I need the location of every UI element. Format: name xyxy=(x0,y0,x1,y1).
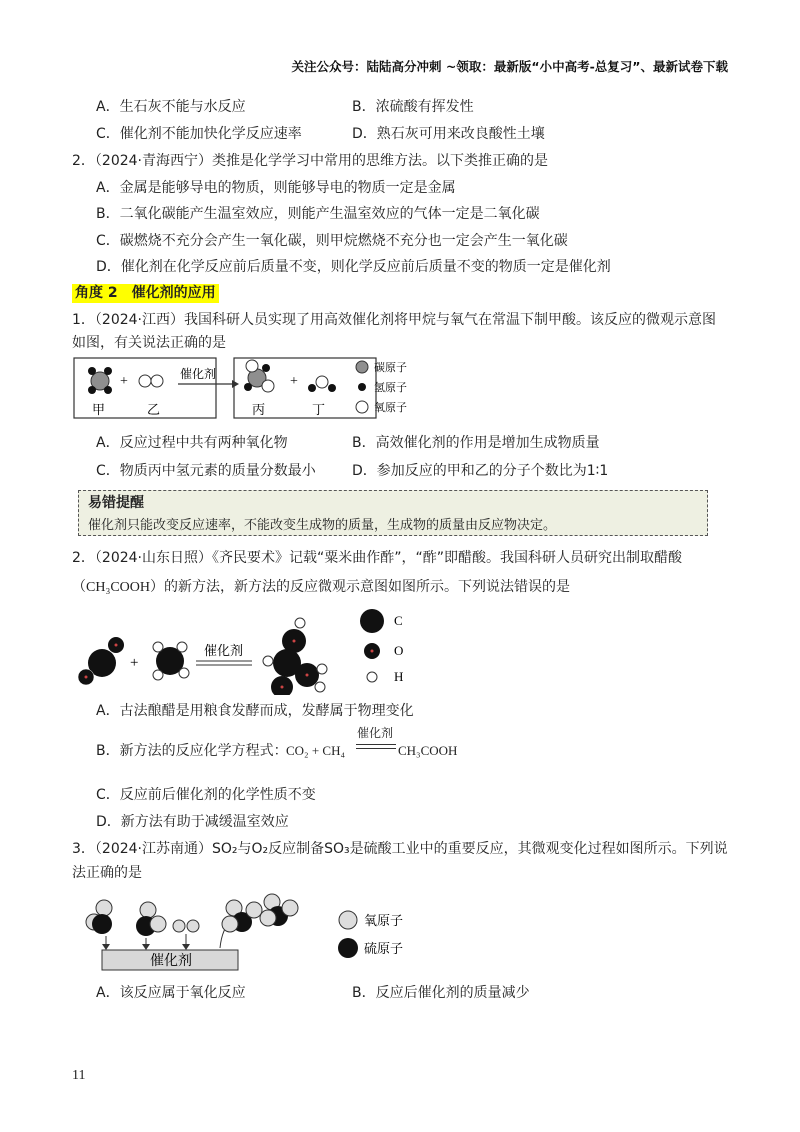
oxygen-molecule xyxy=(139,375,163,387)
label-jia: 甲 xyxy=(92,402,106,417)
methane-molecule xyxy=(88,367,112,394)
legend-sulfur-atom-icon xyxy=(338,938,358,958)
q2-formula: CH₃COOH xyxy=(86,580,150,595)
legend-carbon-icon xyxy=(356,361,368,373)
q1-stem-line1: 1．（2024·江西）我国科研人员实现了用高效催化剂将甲烷与氧气在常温下制甲酸。该反应的微观示意图 xyxy=(72,312,716,328)
top-option-b: B．浓硫酸有挥发性 xyxy=(352,99,474,115)
q3-option-a: A．该反应属于氧化反应 xyxy=(96,985,246,1001)
q2-stem-line1: 2．（2024·山东日照）《齐民要术》记载“粟米曲作酢”，“酢”即醋酸。我国科研人员研究出制取醋酸 xyxy=(72,550,682,566)
q1-option-c: C．物质丙中氢元素的质量分数最小 xyxy=(96,463,316,479)
tip-title: 易错提醒 xyxy=(88,495,144,511)
legend-h-icon xyxy=(367,672,377,682)
q2-analogy-option-c: C．碳燃烧不充分会产生一氧化碳，则甲烷燃烧不充分也一定会产生一氧化碳 xyxy=(96,233,568,249)
legend-o: O xyxy=(394,643,404,658)
q2-eq-catalyst: 催化剂 xyxy=(357,726,394,740)
label-bing: 丙 xyxy=(252,402,266,417)
q2-eq-equals xyxy=(356,744,396,749)
legend-carbon: 碳原子 xyxy=(374,362,407,374)
legend-h: H xyxy=(394,669,404,684)
legend-hydrogen: 氢原子 xyxy=(374,382,407,394)
so3-molecule-2 xyxy=(260,894,298,926)
q2-analogy-option-d: D．催化剂在化学反应前后质量不变，则化学反应前后质量不变的物质一定是催化剂 xyxy=(96,259,611,275)
q1-catalyst-label: 催化剂 xyxy=(180,367,217,381)
q3-catalyst-label: 催化剂 xyxy=(150,954,192,969)
product-bing-molecule xyxy=(244,360,274,392)
label-ding: 丁 xyxy=(312,402,326,417)
legend-c-icon xyxy=(360,609,384,633)
label-yi: 乙 xyxy=(147,402,161,417)
q3-stem-line1: 3．（2024·江苏南通）SO₂与O₂反应制备SO₃是硫酸工业中的重要反应，其微观变化过程如图所示。下列说 xyxy=(72,841,728,857)
legend-oxygen-atom: 氧原子 xyxy=(364,913,404,928)
q2-plus-sign: + xyxy=(130,655,139,671)
q2-analogy-stem: 2．（2024·青海西宁）类推是化学学习中常用的思维方法。以下类推正确的是 xyxy=(72,153,548,169)
top-option-d: D．熟石灰可用来改良酸性土壤 xyxy=(352,126,545,142)
co2-molecule xyxy=(78,637,124,685)
page-number: 11 xyxy=(72,1068,86,1083)
o2-molecule xyxy=(173,920,199,932)
q2-option-a: A．古法酿醋是用粮食发酵而成，发酵属于物理变化 xyxy=(96,703,414,719)
q2-eq-right: CH₃COOH xyxy=(398,743,458,758)
q2-stem-line2 xyxy=(72,578,570,597)
legend-hydrogen-icon xyxy=(358,383,366,391)
legend-oxygen-icon xyxy=(356,401,368,413)
q2-option-c: C．反应前后催化剂的化学性质不变 xyxy=(96,787,316,803)
q2-option-d: D．新方法有助于减缓温室效应 xyxy=(96,814,289,830)
section-title: 角度 2 催化剂的应用 xyxy=(72,284,219,303)
q2-paren-open: （ xyxy=(72,579,86,595)
top-option-c: C．催化剂不能加快化学反应速率 xyxy=(96,126,302,142)
q2-eq-left: CO₂ + CH₄ xyxy=(286,743,346,758)
q1-plus-sign-2: + xyxy=(290,374,298,389)
so2-molecule-1 xyxy=(86,900,112,934)
q2-analogy-option-a: A．金属是能够导电的物质，则能够导电的物质一定是金属 xyxy=(96,180,456,196)
legend-oxygen: 氧原子 xyxy=(374,402,407,414)
q2-option-b-prefix: B．新方法的反应化学方程式： xyxy=(96,743,288,759)
q1-plus-sign: + xyxy=(120,374,128,389)
q1-option-d: D．参加反应的甲和乙的分子个数比为1∶1 xyxy=(352,463,609,479)
q2-analogy-option-b: B．二氧化碳能产生温室效应，则能产生温室效应的气体一定是二氧化碳 xyxy=(96,206,540,222)
q1-reaction-diagram xyxy=(72,354,432,424)
q1-option-b: B．高效催化剂的作用是增加生成物质量 xyxy=(352,435,600,451)
acetic-acid-molecule xyxy=(263,618,327,695)
q3-option-b: B．反应后催化剂的质量减少 xyxy=(352,985,530,1001)
legend-sulfur-atom: 硫原子 xyxy=(364,941,404,956)
q1-stem-line2: 如图，有关说法正确的是 xyxy=(72,335,226,351)
q2-reaction-diagram xyxy=(72,603,432,695)
q1-option-a: A．反应过程中共有两种氧化物 xyxy=(96,435,288,451)
ch4-molecule xyxy=(153,642,189,680)
legend-c: C xyxy=(394,613,403,628)
q3-stem-line2: 法正确的是 xyxy=(72,865,142,881)
top-option-a: A．生石灰不能与水反应 xyxy=(96,99,246,115)
q2-stem-rest: ）的新方法，新方法的反应微观示意图如图所示。下列说法错误的是 xyxy=(150,579,570,595)
q2-catalyst-label: 催化剂 xyxy=(204,643,244,658)
tip-text: 催化剂只能改变反应速率，不能改变生成物的质量，生成物的质量由反应物决定。 xyxy=(88,518,557,533)
page-header: 关注公众号：陆陆高分冲刺 ~领取：最新版“小中高考-总复习”、最新试卷下载 xyxy=(291,59,728,74)
water-molecule xyxy=(308,376,336,392)
so2-molecule-2 xyxy=(136,902,166,936)
so3-molecule-1 xyxy=(222,900,262,932)
legend-oxygen-atom-icon xyxy=(339,911,357,929)
q3-reaction-diagram xyxy=(72,886,432,976)
